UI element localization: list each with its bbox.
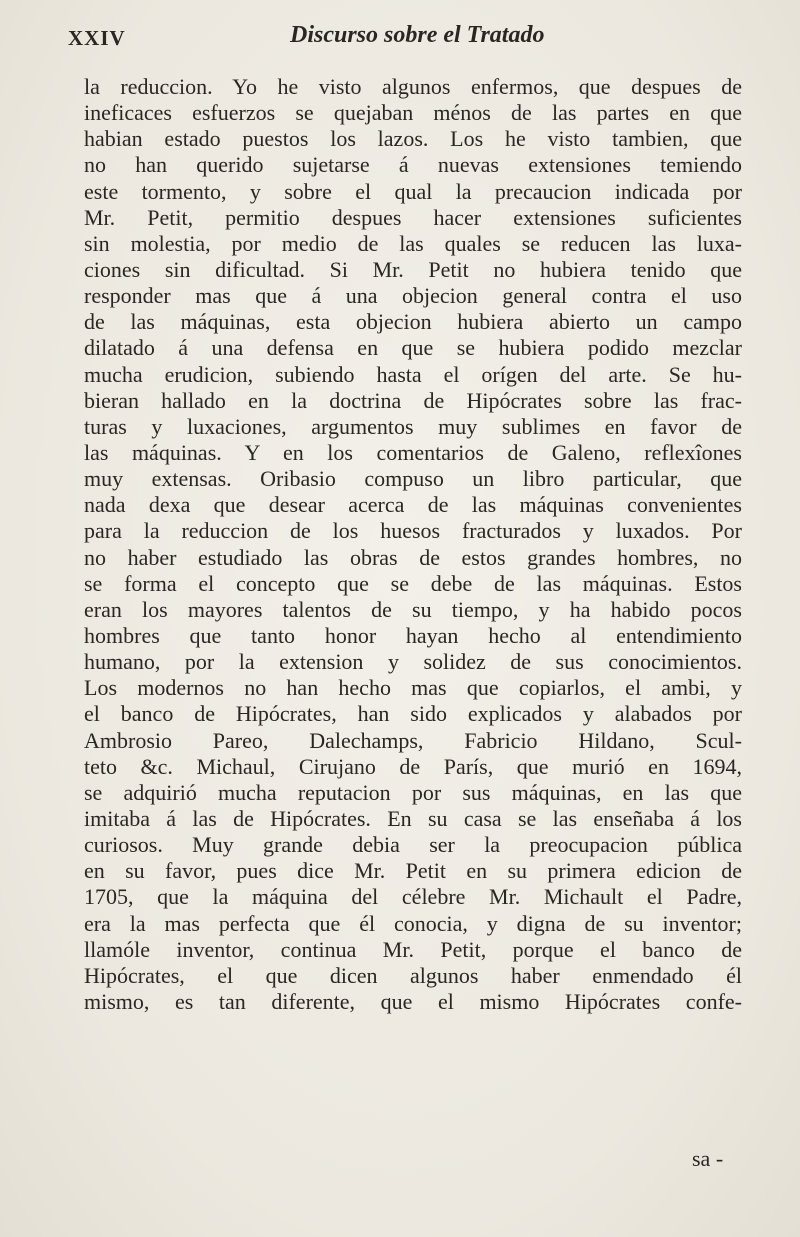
page-number: XXIV	[68, 26, 126, 50]
text-line: ineficaces esfuerzos se quejaban ménos de las partes en que	[84, 100, 742, 126]
body-text	[84, 74, 742, 1015]
text-line: eran los mayores talentos de su tiempo, y ha habido pocos	[84, 596, 742, 622]
text-line: nada dexa que desear acerca de las máquinas convenientes	[84, 492, 742, 518]
text-line: muy extensas. Oribasio compuso un libro particular, que	[84, 466, 742, 492]
catchword: sa -	[692, 1146, 724, 1171]
text-line: Los modernos no han hecho mas que copiarlos, el ambi, y	[84, 675, 742, 701]
text-line: 1705, que la máquina del célebre Mr. Michault el Padre,	[84, 884, 742, 910]
running-title: Discurso sobre el Tratado	[290, 22, 545, 48]
text-line: para la reduccion de los huesos fracturados y luxados. Por	[84, 518, 742, 544]
text-line: mismo, es tan diferente, que el mismo Hipócrates confe-	[84, 988, 742, 1014]
text-line: imitaba á las de Hipócrates. En su casa se las enseñaba á los	[84, 805, 742, 831]
text-line: humano, por la extension y solidez de sus conocimientos.	[84, 649, 742, 675]
text-line: Ambrosio Pareo, Dalechamps, Fabricio Hildano, Scul-	[84, 727, 742, 753]
text-line: habian estado puestos los lazos. Los he visto tambien, que	[84, 126, 742, 152]
text-line: teto &c. Michaul, Cirujano de París, que murió en 1694,	[84, 753, 742, 779]
text-line: la reduccion. Yo he visto algunos enfermos, que despues de	[84, 74, 742, 99]
text-line: dilatado á una defensa en que se hubiera podido mezclar	[84, 335, 742, 361]
text-line: era la mas perfecta que él conocia, y digna de su inventor;	[84, 910, 742, 936]
text-line: hombres que tanto honor hayan hecho al entendimiento	[84, 622, 742, 648]
text-line: bieran hallado en la doctrina de Hipócrates sobre las frac-	[84, 387, 742, 413]
page-header	[68, 20, 748, 56]
text-line: en su favor, pues dice Mr. Petit en su primera edicion de	[84, 858, 742, 884]
text-line: sin molestia, por medio de las quales se reducen las luxa-	[84, 230, 742, 256]
text-line: mucha erudicion, subiendo hasta el orígen del arte. Se hu-	[84, 361, 742, 387]
text-line: turas y luxaciones, argumentos muy sublimes en favor de	[84, 413, 742, 439]
text-line: llamóle inventor, continua Mr. Petit, porque el banco de	[84, 936, 742, 962]
text-line: de las máquinas, esta objecion hubiera abierto un campo	[84, 309, 742, 335]
text-line: responder mas que á una objecion general contra el uso	[84, 283, 742, 309]
text-line: curiosos. Muy grande debia ser la preocupacion pública	[84, 832, 742, 858]
text-line: las máquinas. Y en los comentarios de Galeno, reflexîones	[84, 439, 742, 465]
text-line: ciones sin dificultad. Si Mr. Petit no hubiera tenido que	[84, 256, 742, 282]
text-line: Hipócrates, el que dicen algunos haber enmendado él	[84, 962, 742, 988]
text-line: Mr. Petit, permitio despues hacer extensiones suficientes	[84, 204, 742, 230]
text-line: este tormento, y sobre el qual la precaucion indicada por	[84, 178, 742, 204]
text-line: no han querido sujetarse á nuevas extensiones temiendo	[84, 152, 742, 178]
text-line: no haber estudiado las obras de estos grandes hombres, no	[84, 544, 742, 570]
text-line: se adquirió mucha reputacion por sus máquinas, en las que	[84, 779, 742, 805]
text-line: se forma el concepto que se debe de las máquinas. Estos	[84, 570, 742, 596]
text-line: el banco de Hipócrates, han sido explicados y alabados por	[84, 701, 742, 727]
